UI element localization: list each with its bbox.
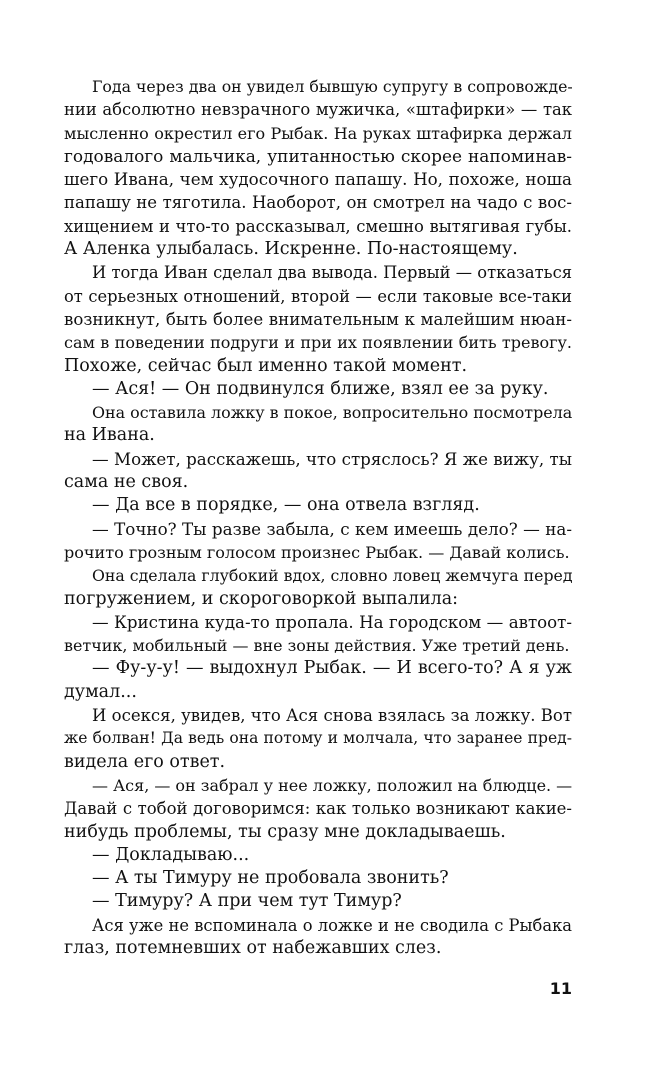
- text-line: — А ты Тимуру не пробовала звонить?: [92, 868, 449, 889]
- text-line: И тогда Иван сделал два вывода. Первый — отказаться: [92, 263, 572, 283]
- text-line: годовалого мальчика, упитанностью скорее напоминав-: [64, 145, 572, 166]
- text-line: — Тимуру? А при чем тут Тимур?: [92, 891, 402, 912]
- text-line: — Фу-у-у! — выдохнул Рыбак. — И всего-то? А я уж: [92, 658, 572, 679]
- text-line: — Кристина куда-то пропала. На городском — автоот-: [92, 612, 572, 632]
- text-line: Давай с тобой договоримся: как только возникают какие-: [64, 799, 572, 819]
- text-line: же болван! Да ведь она потому и молчала, что заранее пред-: [64, 729, 572, 748]
- text-line: Она оставила ложку в покое, вопросительно посмотрела: [92, 403, 573, 423]
- text-line: — Ася! — Он подвинулся ближе, взял ее за руку.: [92, 378, 549, 399]
- text-line: — Ася, — он забрал у нее ложку, положил на блюдце. —: [92, 775, 573, 795]
- text-line: погружением, и скороговоркой выпалила:: [64, 588, 459, 609]
- text-line: на Ивана.: [64, 425, 155, 446]
- body-text: [64, 75, 572, 960]
- text-line: сам в поведении подруги и при их появлении бить тревогу.: [64, 333, 572, 353]
- text-line: — Может, расскажешь, что стряслось? Я же вижу, ты: [92, 449, 572, 469]
- text-line: сама не своя.: [64, 472, 189, 493]
- text-line: — Да все в порядке, — она отвела взгляд.: [92, 495, 480, 516]
- text-line: хищением и что-то рассказывал, смешно вытягивая губы.: [64, 216, 572, 236]
- text-line: Она сделала глубокий вдох, словно ловец жемчуга перед: [92, 566, 573, 586]
- text-line: думал...: [64, 681, 137, 702]
- text-line: А Аленка улыбалась. Искренне. По-настоящему.: [64, 239, 518, 260]
- text-line: от серьезных отношений, второй — если таковые все-таки: [64, 286, 572, 306]
- page-number: 11: [549, 979, 572, 998]
- text-line: ветчик, мобильный — вне зоны действия. Уже третий день.: [64, 636, 570, 656]
- text-line: мысленно окрестил его Рыбак. На руках штафирка держал: [64, 123, 572, 143]
- text-line: И осекся, увидев, что Ася снова взялась за ложку. Вот: [92, 706, 572, 726]
- text-line: видела его ответ.: [64, 751, 226, 772]
- text-line: нии абсолютно невзрачного мужичка, «штафирки» — так: [64, 100, 572, 120]
- text-line: рочито грозным голосом произнес Рыбак. — Давай колись.: [64, 542, 570, 562]
- text-line: Ася уже не вспоминала о ложке и не сводила с Рыбака: [92, 915, 572, 935]
- text-line: — Точно? Ты разве забыла, с кем имеешь дело? — на-: [92, 518, 572, 539]
- text-line: — Докладываю...: [92, 844, 250, 865]
- text-line: нибудь проблемы, ты сразу мне докладываешь.: [64, 821, 506, 842]
- text-line: папашу не тяготила. Наоборот, он смотрел на чадо с вос-: [64, 193, 572, 213]
- text-line: возникнут, быть более внимательным к малейшим нюан-: [64, 309, 572, 329]
- text-line: Года через два он увидел бывшую супругу в сопровожде-: [92, 77, 573, 96]
- text-line: шего Ивана, чем худосочного папашу. Но, похоже, ноша: [64, 170, 572, 190]
- text-line: глаз, потемневших от набежавших слез.: [64, 937, 442, 958]
- text-line: Похоже, сейчас был именно такой момент.: [64, 355, 468, 376]
